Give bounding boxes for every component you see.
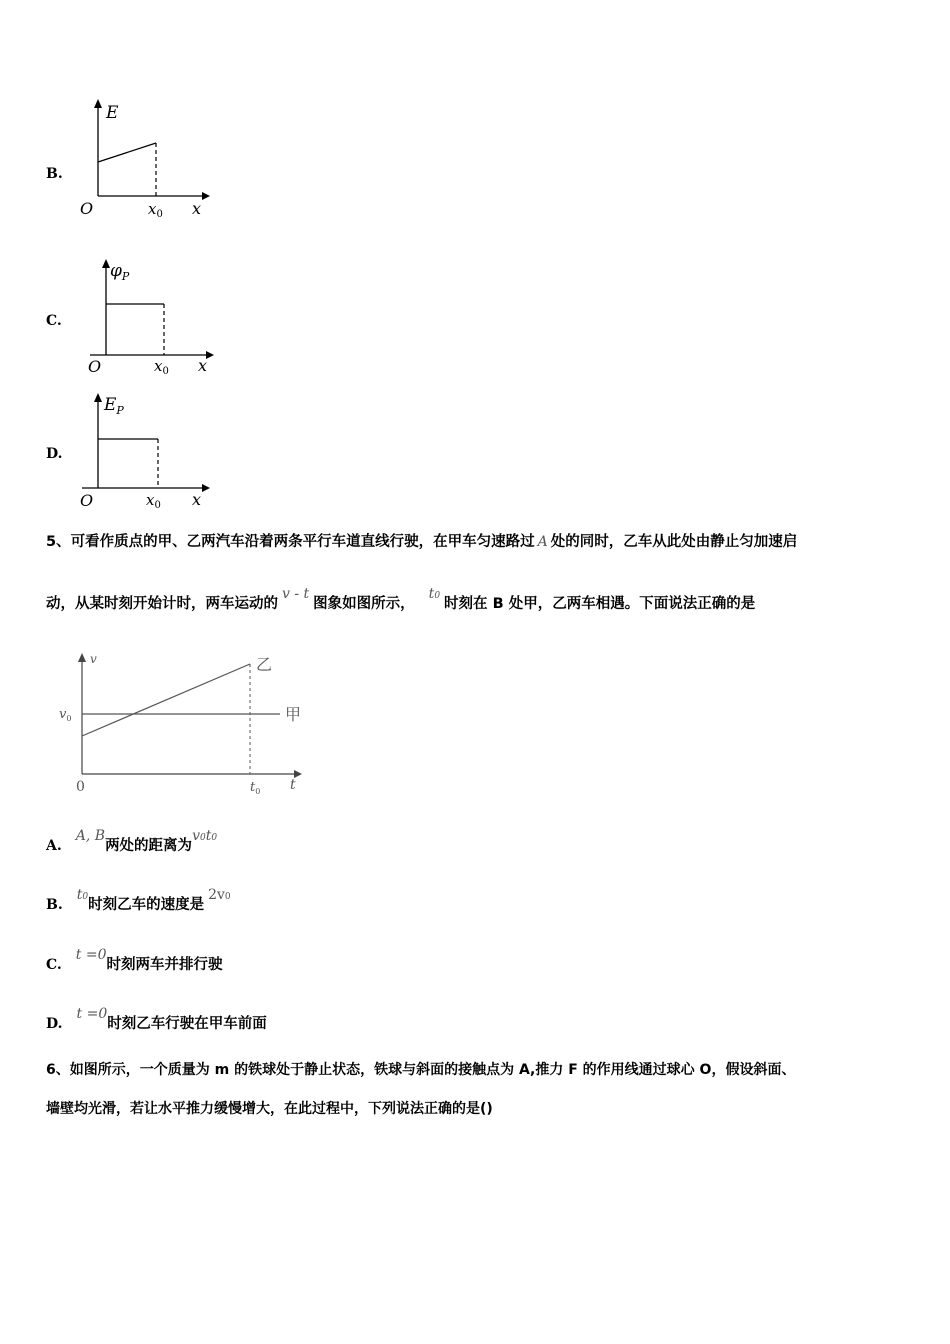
v-axis-label: v (90, 652, 97, 666)
q5-option-d[interactable]: D.t =0时刻乙车行驶在甲车前面 (46, 1006, 267, 1032)
x-label: x (192, 199, 202, 218)
q5-vt-graph (52, 648, 312, 798)
q6-line1: 6、如图所示，一个质量为 m 的铁球处于静止状态，铁球与斜面的接触点为 A,推力 F 的作用线通过球心 O，假设斜面、 (46, 1062, 796, 1078)
graph-d-potential-energy (72, 388, 222, 510)
y-axis-arrow (94, 393, 102, 402)
graph-c-potential (82, 254, 222, 374)
graph-line (98, 143, 156, 162)
t-axis-label: t (290, 777, 296, 793)
origin-label: 0 (76, 779, 85, 795)
option-d-label: D. (46, 446, 63, 462)
x0-label: $x_0$ (148, 200, 163, 220)
q5-option-b[interactable]: B.t0时刻乙车的速度是2v0 (46, 887, 231, 913)
x-axis-arrow (206, 351, 214, 359)
q5-option-a[interactable]: A.A, B两处的距离为v0t0 (46, 828, 218, 854)
graph-b-energy (72, 96, 222, 222)
x0-label: $x_0$ (146, 491, 161, 510)
q5-option-c[interactable]: C.t =0时刻两车并排行驶 (46, 947, 223, 973)
y-label: E (106, 103, 119, 123)
x-label: x (198, 356, 208, 374)
origin-label: O (80, 199, 94, 218)
x-axis-arrow (202, 484, 210, 492)
y-axis-arrow (102, 259, 110, 268)
y-label: $\varphi_P$ (110, 261, 130, 283)
yi-label: 乙 (256, 655, 273, 674)
x0-label: $x_0$ (154, 357, 169, 374)
option-b-label: B. (46, 166, 63, 182)
q6-line2: 墙壁均光滑，若让水平推力缓慢增大，在此过程中，下列说法正确的是() (46, 1101, 493, 1117)
yi-line (82, 664, 250, 736)
jia-label: 甲 (285, 705, 302, 724)
option-c-label: C. (46, 313, 62, 329)
origin-label: O (80, 491, 94, 510)
x-label: x (192, 490, 202, 509)
t0-label: $t_0$ (250, 780, 261, 796)
v-axis-arrow (78, 653, 86, 662)
x-axis-arrow (202, 192, 210, 200)
q5-line2: 动，从某时刻开始计时，两车运动的v - t图象如图所示，t0 时刻在 B 处甲，乙两车相遇。下面说法正确的是 (46, 586, 756, 612)
q5-line1: 5、可看作质点的甲、乙两汽车沿着两条平行车道直线行驶，在甲车匀速路过 A 处的同时，乙车从此处由静止匀加速启 (46, 534, 798, 550)
origin-label: O (88, 357, 102, 374)
y-axis-arrow (94, 99, 102, 108)
y-label: $E_P$ (104, 395, 124, 417)
v0-label: $v_0$ (59, 707, 72, 723)
